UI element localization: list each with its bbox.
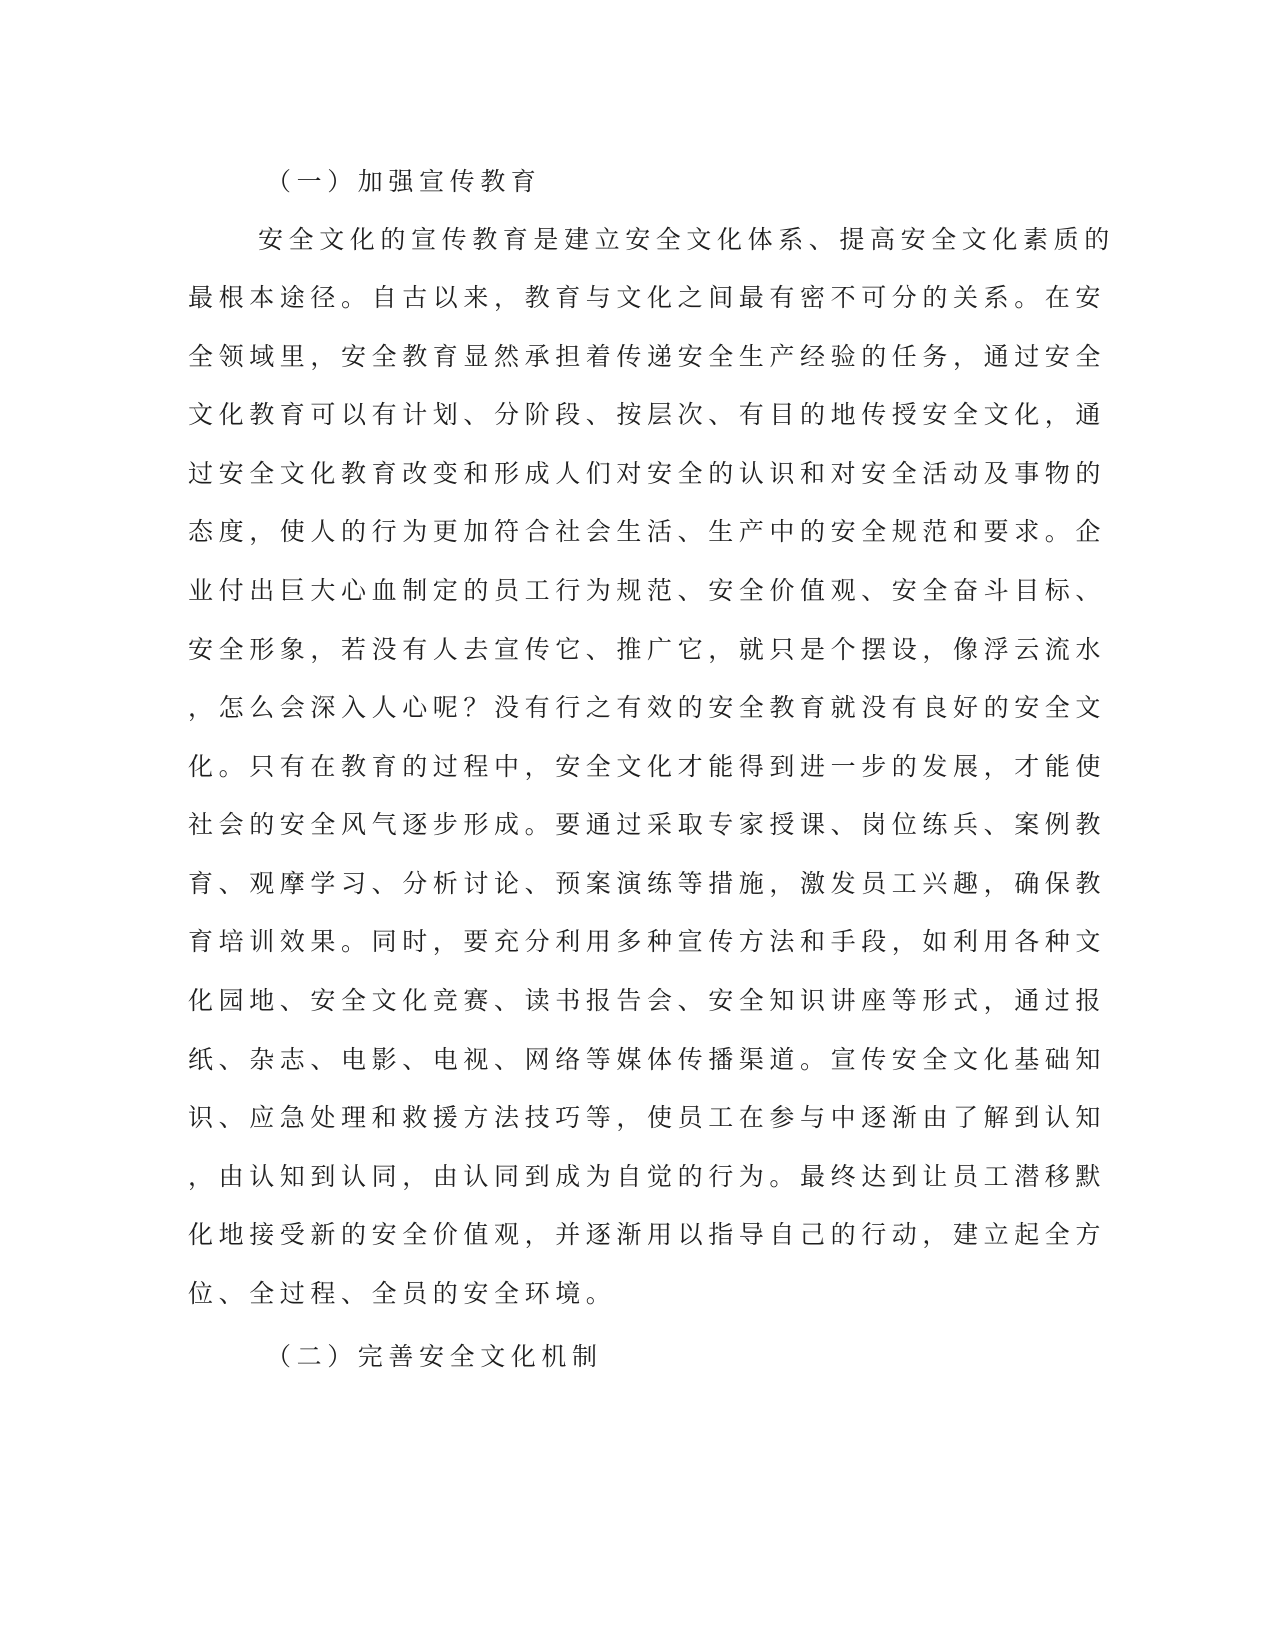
paragraph-line: 社会的安全风气逐步形成。要通过采取专家授课、岗位练兵、案例教 — [188, 810, 1107, 839]
paragraph-line: 化园地、安全文化竞赛、读书报告会、安全知识讲座等形式，通过报 — [188, 986, 1107, 1015]
paragraph-line: ，怎么会深入人心呢？没有行之有效的安全教育就没有良好的安全文 — [188, 693, 1107, 722]
paragraph-line: 文化教育可以有计划、分阶段、按层次、有目的地传授安全文化，通 — [188, 400, 1107, 429]
paragraph-line: 化。只有在教育的过程中，安全文化才能得到进一步的发展，才能使 — [188, 752, 1107, 781]
paragraph-line: 过安全文化教育改变和形成人们对安全的认识和对安全活动及事物的 — [188, 459, 1107, 488]
paragraph-line: 化地接受新的安全价值观，并逐渐用以指导自己的行动，建立起全方 — [188, 1220, 1107, 1249]
paragraph-line: 最根本途径。自古以来，教育与文化之间最有密不可分的关系。在安 — [188, 283, 1107, 312]
paragraph-line: 安全文化的宣传教育是建立安全文化体系、提高安全文化素质的 — [258, 225, 1115, 254]
section-heading-2: （二）完善安全文化机制 — [266, 1342, 603, 1371]
paragraph-line: 识、应急处理和救援方法技巧等，使员工在参与中逐渐由了解到认知 — [188, 1103, 1107, 1132]
paragraph-line: 态度，使人的行为更加符合社会生活、生产中的安全规范和要求。企 — [188, 517, 1107, 546]
paragraph-line: 育、观摩学习、分析讨论、预案演练等措施，激发员工兴趣，确保教 — [188, 869, 1107, 898]
paragraph-line: 业付出巨大心血制定的员工行为规范、安全价值观、安全奋斗目标、 — [188, 576, 1107, 605]
paragraph-line: ，由认知到认同，由认同到成为自觉的行为。最终达到让员工潜移默 — [188, 1162, 1107, 1191]
paragraph-line: 全领域里，安全教育显然承担着传递安全生产经验的任务，通过安全 — [188, 342, 1107, 371]
paragraph-line: 纸、杂志、电影、电视、网络等媒体传播渠道。宣传安全文化基础知 — [188, 1045, 1107, 1074]
paragraph-line: 安全形象，若没有人去宣传它、推广它，就只是个摆设，像浮云流水 — [188, 635, 1107, 664]
paragraph-line: 育培训效果。同时，要充分利用多种宣传方法和手段，如利用各种文 — [188, 927, 1107, 956]
section-heading-1: （一）加强宣传教育 — [266, 167, 542, 196]
paragraph-line: 位、全过程、全员的安全环境。 — [188, 1279, 617, 1308]
